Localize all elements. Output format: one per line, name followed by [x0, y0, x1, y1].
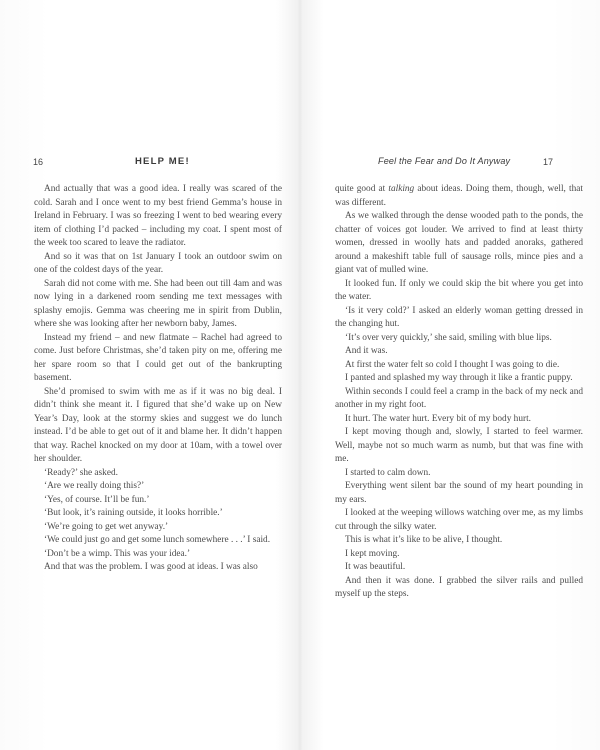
fragment-text: quite good at [335, 184, 389, 194]
right-page-body [335, 183, 583, 602]
paragraph: At first the water felt so cold I thought I was going to die. [345, 359, 560, 370]
fragment-text: about ideas. Doing them, though, well, that was different. [335, 184, 583, 208]
paragraph: ‘Is it very cold?’ I asked an elderly woman getting dressed in the changing hut. [335, 305, 583, 329]
paragraph: I looked at the weeping willows watching over me, as my limbs cut through the silky water. [335, 508, 583, 532]
dialogue-line: ‘We’re going to get wet anyway.’ [44, 521, 169, 532]
left-page-number: 16 [33, 157, 44, 167]
right-running-head: Feel the Fear and Do It Anyway [378, 156, 511, 166]
paragraph: This is what it’s like to be alive, I thought. [345, 535, 503, 545]
paragraph: I kept moving. [345, 548, 400, 559]
paragraph: Instead my friend – and new flatmate – Rachel had agreed to come. Just before Christmas, she’d taken pity on me, offering me her spare room so that I could get out of the bankrupting basement. [34, 332, 282, 383]
paragraph: Within seconds I could feel a cramp in the back of my neck and another in my right foot. [335, 386, 583, 410]
left-page-body [34, 183, 282, 575]
paragraph: I started to calm down. [345, 467, 431, 478]
paragraph: And then it was done. I grabbed the silver rails and pulled myself up the steps. [335, 575, 583, 599]
paragraph: Everything went silent bar the sound of my heart pounding in my ears. [335, 481, 583, 505]
paragraph: As we walked through the dense wooded path to the ponds, the chatter of voices got louder. We arrived to find at least thirty women, dressed in woolly hats and padded anoraks, gathered around a makeshift table full of sausage rolls, mince pies and a giant vat of mulled wine. [335, 211, 583, 275]
paragraph: Sarah did not come with me. She had been out till 4am and was now lying in a darkened room sending me text messages with splashy emojis. Gemma was cheering me in spirit from Dublin, where she was looking after her newborn baby, James. [34, 278, 282, 329]
paragraph: And that was the problem. I was good at ideas. I was also [44, 562, 258, 572]
left-running-head: HELP ME! [135, 156, 190, 167]
paragraph: It looked fun. If only we could skip the bit where you get into the water. [335, 278, 583, 302]
paragraph: And actually that was a good idea. I really was scared of the cold. Sarah and I once went to my best friend Gemma’s house in Ireland in February. I was so freezing I went to bed wearing every item of clothing I’d packed – including my coat. I spent most of the week too scared to leave the radiator. [34, 184, 282, 248]
paragraph: And it was. [345, 346, 388, 356]
paragraph: She’d promised to swim with me as if it was no big deal. I didn’t think she meant it. I figured that she’d wake up on New Year’s Day, look at the stormy skies and suggest we do lunch instead. I’d be able to get out of it and blame her. It didn’t happen that way. Rachel knocked on my door at 10am, with a towel over her shoulder. [34, 386, 282, 464]
right-page-number: 17 [543, 157, 554, 167]
dialogue-line: ‘We could just go and get some lunch somewhere . . .’ I said. [44, 535, 271, 545]
right-page [300, 0, 600, 750]
paragraph: And so it was that on 1st January I took an outdoor swim on one of the coldest days of the year. [34, 251, 282, 275]
paragraph: It was beautiful. [345, 562, 406, 572]
dialogue-line: ‘Are we really doing this?’ [44, 481, 145, 491]
continued-paragraph [335, 183, 583, 210]
paragraph: ‘It’s over very quickly,’ she said, smiling with blue lips. [345, 332, 552, 343]
emphasized-word: talking [388, 184, 415, 194]
paragraph: It hurt. The water hurt. Every bit of my body hurt. [345, 413, 531, 424]
dialogue-line: ‘But look, it’s raining outside, it looks horrible.’ [44, 508, 223, 518]
paragraph: I kept moving though and, slowly, I started to feel warmer. Well, maybe not so much warm as numb, but that was fine with me. [335, 427, 583, 464]
dialogue-line: ‘Ready?’ she asked. [44, 467, 118, 478]
dialogue-line: ‘Yes, of course. It’ll be fun.’ [44, 494, 150, 505]
paragraph: I panted and splashed my way through it like a frantic puppy. [345, 373, 573, 383]
dialogue-line: ‘Don’t be a wimp. This was your idea.’ [44, 548, 191, 559]
